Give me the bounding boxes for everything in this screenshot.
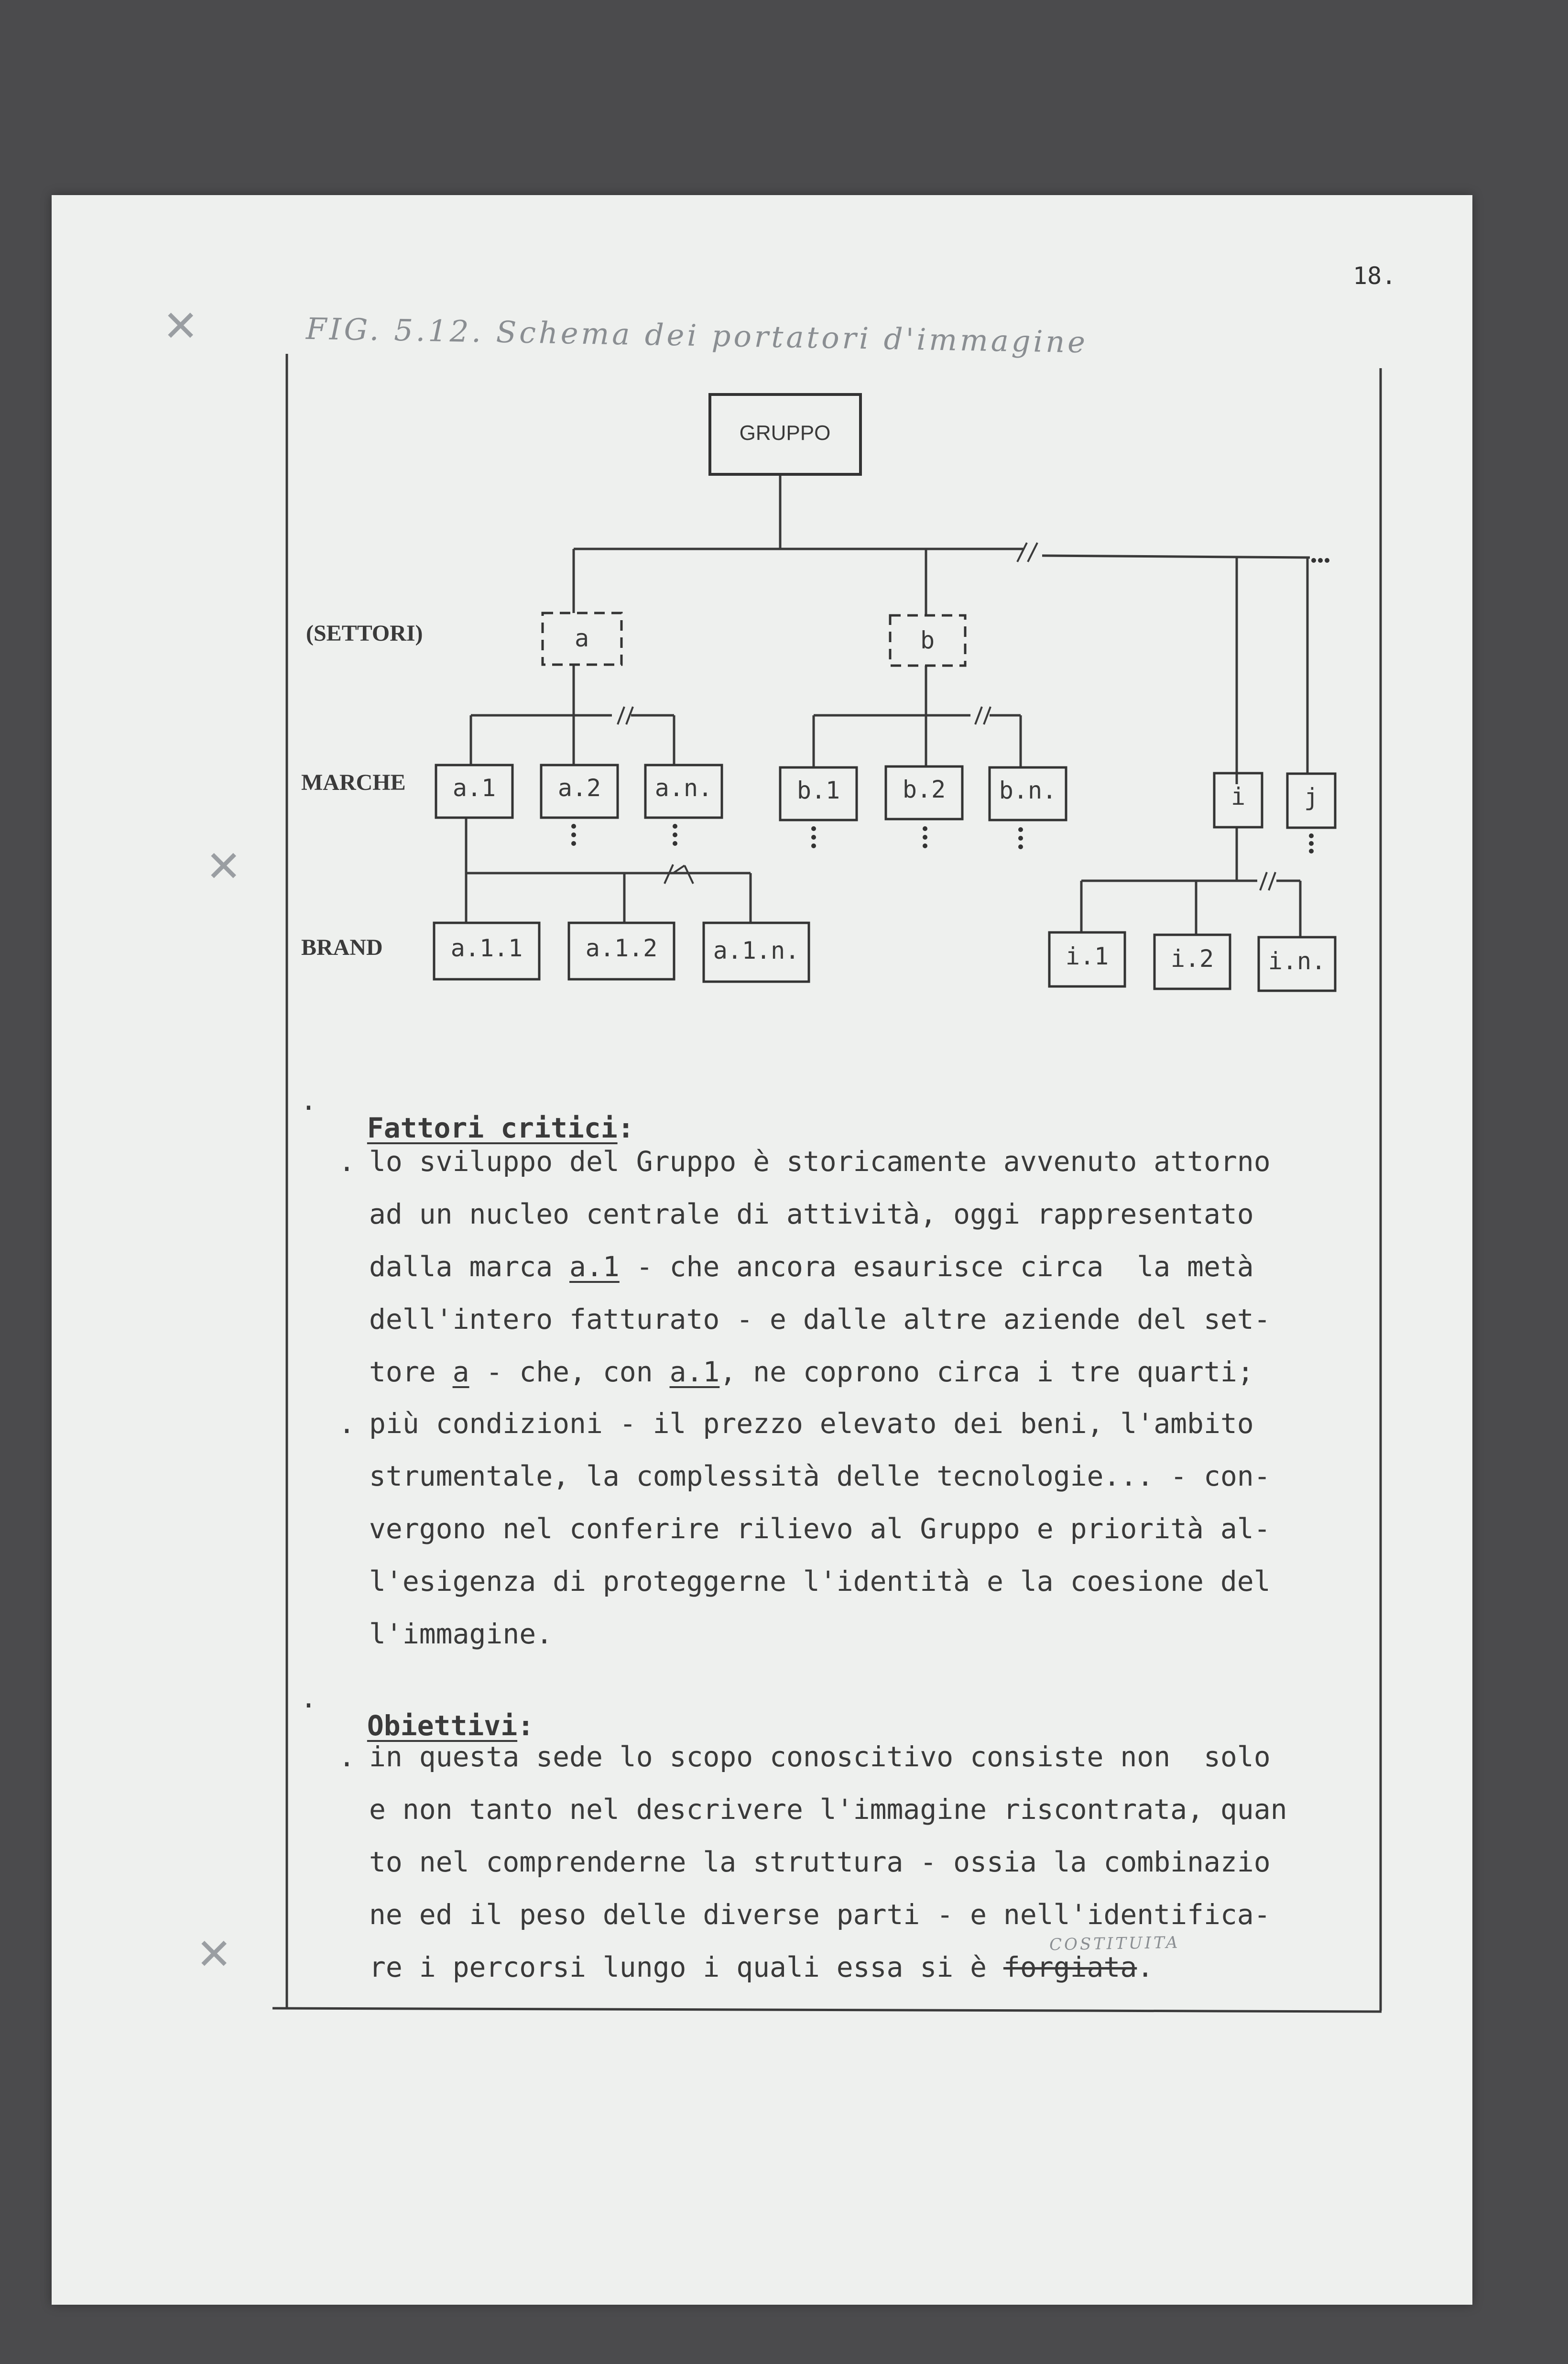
node-marca-a1-label: a.1 [452, 774, 496, 802]
frame-bottom-line [272, 2008, 1382, 2012]
text-line: vergono nel conferire rilievo al Gruppo e priorità al- [369, 1512, 1271, 1545]
node-brand-i2-label: i.2 [1170, 945, 1214, 973]
text-line: lo sviluppo del Gruppo è storicamente avvenuto attorno [369, 1145, 1271, 1178]
text-line: l'esigenza di proteggerne l'identità e la coesione del [369, 1565, 1271, 1598]
node-marca-an-label: a.n. [654, 774, 713, 802]
heading-colon: : [517, 1709, 534, 1742]
text-line: re i percorsi lungo i quali essa si è forgiata. [369, 1951, 1154, 1983]
node-marca-j-label: j [1304, 783, 1319, 811]
level-label-marche: MARCHE [301, 770, 406, 795]
pencil-x-mark-icon: ✕ [196, 1929, 232, 1980]
section-bullet: . [300, 1084, 317, 1116]
node-settore-b-label: b [920, 626, 935, 654]
node-marca-a2-label: a.2 [557, 774, 601, 802]
node-gruppo-label: GRUPPO [739, 421, 831, 445]
handwritten-correction: COSTITUITA [1049, 1933, 1180, 1955]
node-marca-bn-label: b.n. [999, 777, 1057, 804]
text-line: tore a - che, con a.1, ne coprono circa i tre quarti; [369, 1356, 1254, 1388]
text-line: ne ed il peso delle diverse parti - e nell'identifica- [369, 1898, 1271, 1931]
node-brand-a1n-label: a.1.n. [713, 937, 800, 964]
level-label-brand: BRAND [301, 935, 383, 960]
text-line: in questa sede lo scopo conoscitivo consiste non solo [369, 1740, 1271, 1773]
node-brand-a11-label: a.1.1 [450, 934, 523, 962]
pencil-x-mark-icon: ✕ [206, 842, 242, 892]
text-line: l'immagine. [369, 1618, 553, 1650]
node-marca-i-label: i [1230, 783, 1246, 810]
continuation-dots [571, 558, 1329, 854]
node-brand-a12-label: a.1.2 [585, 934, 658, 962]
text-line: più condizioni - il prezzo elevato dei beni, l'ambito [369, 1407, 1254, 1440]
list-bullet: . [338, 1145, 355, 1178]
level-label-settori: (SETTORI) [306, 621, 423, 646]
heading-fattori-text: Fattori critici [367, 1112, 618, 1144]
text-line: ad un nucleo centrale di attività, oggi rappresentato [369, 1198, 1254, 1230]
node-brand-in-label: i.n. [1268, 947, 1326, 975]
heading-obiettivi-text: Obiettivi [367, 1709, 518, 1742]
pencil-x-mark-icon: ✕ [163, 301, 199, 351]
text-line: to nel comprenderne la struttura - ossia la combinazio [369, 1846, 1271, 1878]
heading-colon: : [617, 1112, 634, 1144]
section-heading-obiettivi [334, 1684, 534, 1740]
struck-word: forgiata [1003, 1951, 1137, 1983]
handwritten-figure-caption: FIG. 5.12. Schema dei portatori d'immagine [305, 311, 1089, 360]
node-settore-a-label: a [574, 624, 589, 652]
list-bullet: . [338, 1407, 355, 1440]
node-brand-i1-label: i.1 [1065, 942, 1109, 970]
list-bullet: . [338, 1740, 355, 1773]
text-line: strumentale, la complessità delle tecnologie... - con- [369, 1460, 1271, 1492]
section-heading-fattori [334, 1086, 634, 1142]
node-marca-b1-label: b.1 [796, 777, 840, 804]
node-marca-b2-label: b.2 [902, 776, 946, 803]
text-line: dell'intero fatturato - e dalle altre aziende del set- [369, 1303, 1271, 1335]
text-line: e non tanto nel descrivere l'immagine riscontrata, quan [369, 1793, 1287, 1826]
text-line: dalla marca a.1 - che ancora esaurisce circa la metà [369, 1250, 1254, 1283]
page-number: 18. [1353, 262, 1396, 290]
section-bullet: . [300, 1682, 317, 1714]
